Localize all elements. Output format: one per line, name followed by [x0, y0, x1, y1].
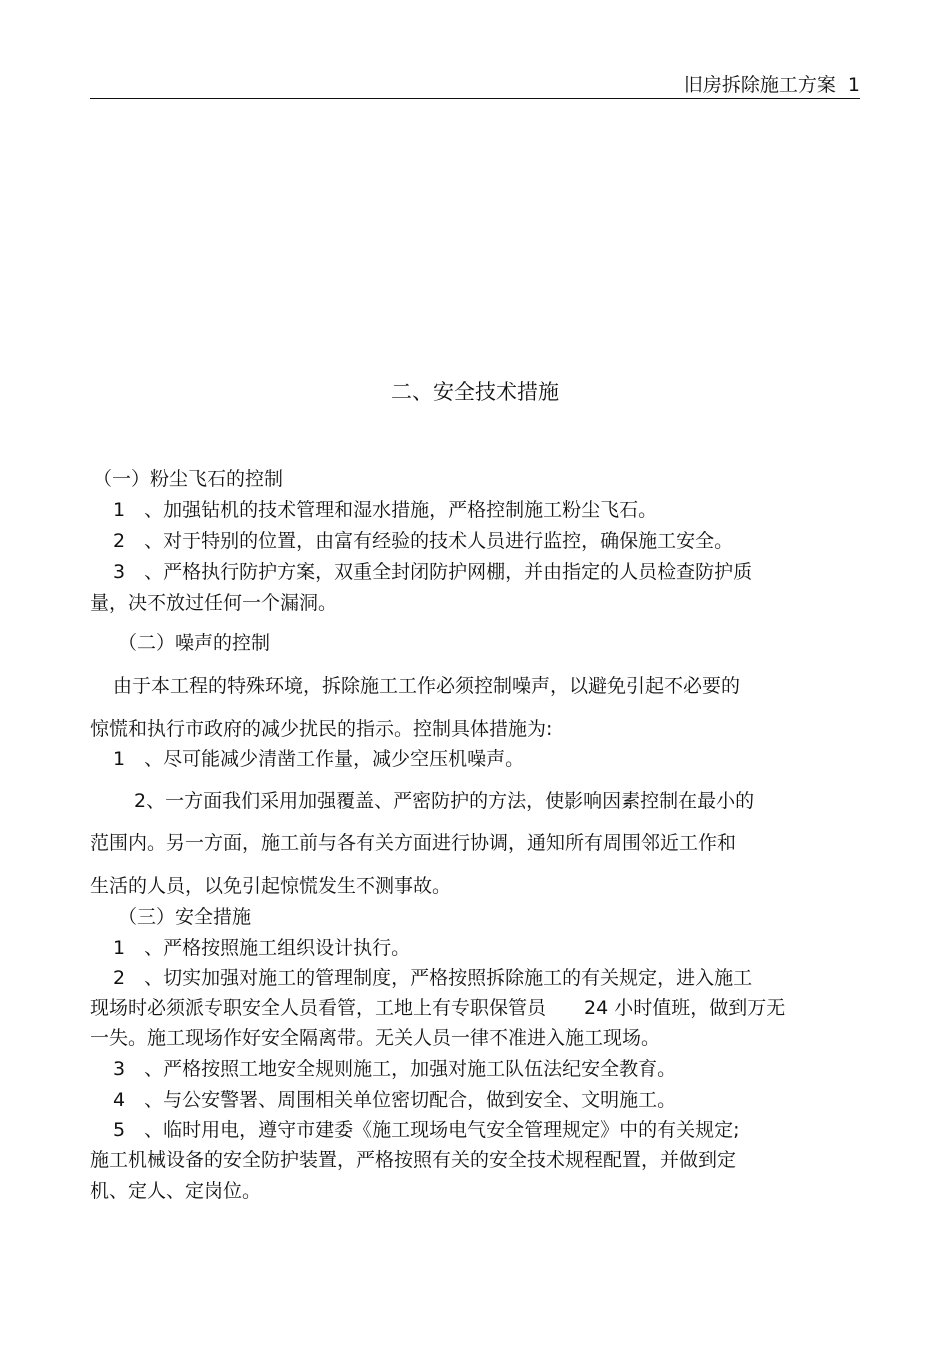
noise-item-2-cont: 范围内。另一方面，施工前与各有关方面进行协调，通知所有周围邻近工作和 [90, 832, 737, 854]
dust-item-2: 2 、对于特别的位置，由富有经验的技术人员进行监控，确保施工安全。 [113, 530, 734, 552]
safety-item-2-cont: 现场时必须派专职安全人员看管，工地上有专职保管员 24 小时值班，做到万无 [90, 997, 786, 1019]
subsection-heading-noise: （二）噪声的控制 [118, 632, 271, 654]
section-title: 二、安全技术措施 [391, 380, 559, 404]
subsection-heading-safety: （三）安全措施 [118, 906, 252, 928]
safety-item-4: 4 、与公安警署、周围相关单位密切配合，做到安全、文明施工。 [113, 1089, 677, 1111]
safety-item-3: 3 、严格按照工地安全规则施工，加强对施工队伍法纪安全教育。 [113, 1058, 677, 1080]
safety-item-2: 2 、切实加强对施工的管理制度，严格按照拆除施工的有关规定，进入施工 [113, 967, 753, 989]
safety-item-5-cont: 施工机械设备的安全防护装置，严格按照有关的安全技术规程配置，并做到定 [90, 1149, 737, 1171]
noise-paragraph: 由于本工程的特殊环境，拆除施工工作必须控制噪声，以避免引起不必要的 [113, 675, 741, 697]
noise-item-1: 1 、尽可能减少清凿工作量，减少空压机噪声。 [113, 748, 525, 770]
subsection-heading-dust: （一）粉尘飞石的控制 [93, 468, 284, 490]
noise-item-2: 2、一方面我们采用加强覆盖、严密防护的方法，使影响因素控制在最小的 [134, 790, 755, 812]
safety-item-5: 5 、临时用电，遵守市建委《施工现场电气安全管理规定》中的有关规定; [113, 1119, 740, 1141]
dust-item-3: 3 、严格执行防护方案，双重全封闭防护网棚，并由指定的人员检查防护质 [113, 561, 753, 583]
safety-item-5-cont2: 机、定人、定岗位。 [90, 1180, 262, 1202]
dust-item-1: 1 、加强钻机的技术管理和湿水措施，严格控制施工粉尘飞石。 [113, 499, 658, 521]
dust-item-3-cont: 量，决不放过任何一个漏洞。 [90, 592, 338, 614]
page-number: 1 [847, 74, 860, 96]
safety-item-1: 1 、严格按照施工组织设计执行。 [113, 937, 411, 959]
safety-item-2-cont2: 一失。施工现场作好安全隔离带。无关人员一律不准进入施工现场。 [90, 1027, 661, 1049]
header-title: 旧房拆除施工方案 [683, 74, 836, 96]
noise-item-2-cont2: 生活的人员，以免引起惊慌发生不测事故。 [90, 875, 452, 897]
noise-paragraph-cont: 惊慌和执行市政府的减少扰民的指示。控制具体措施为: [90, 718, 553, 740]
page-header [90, 72, 860, 99]
